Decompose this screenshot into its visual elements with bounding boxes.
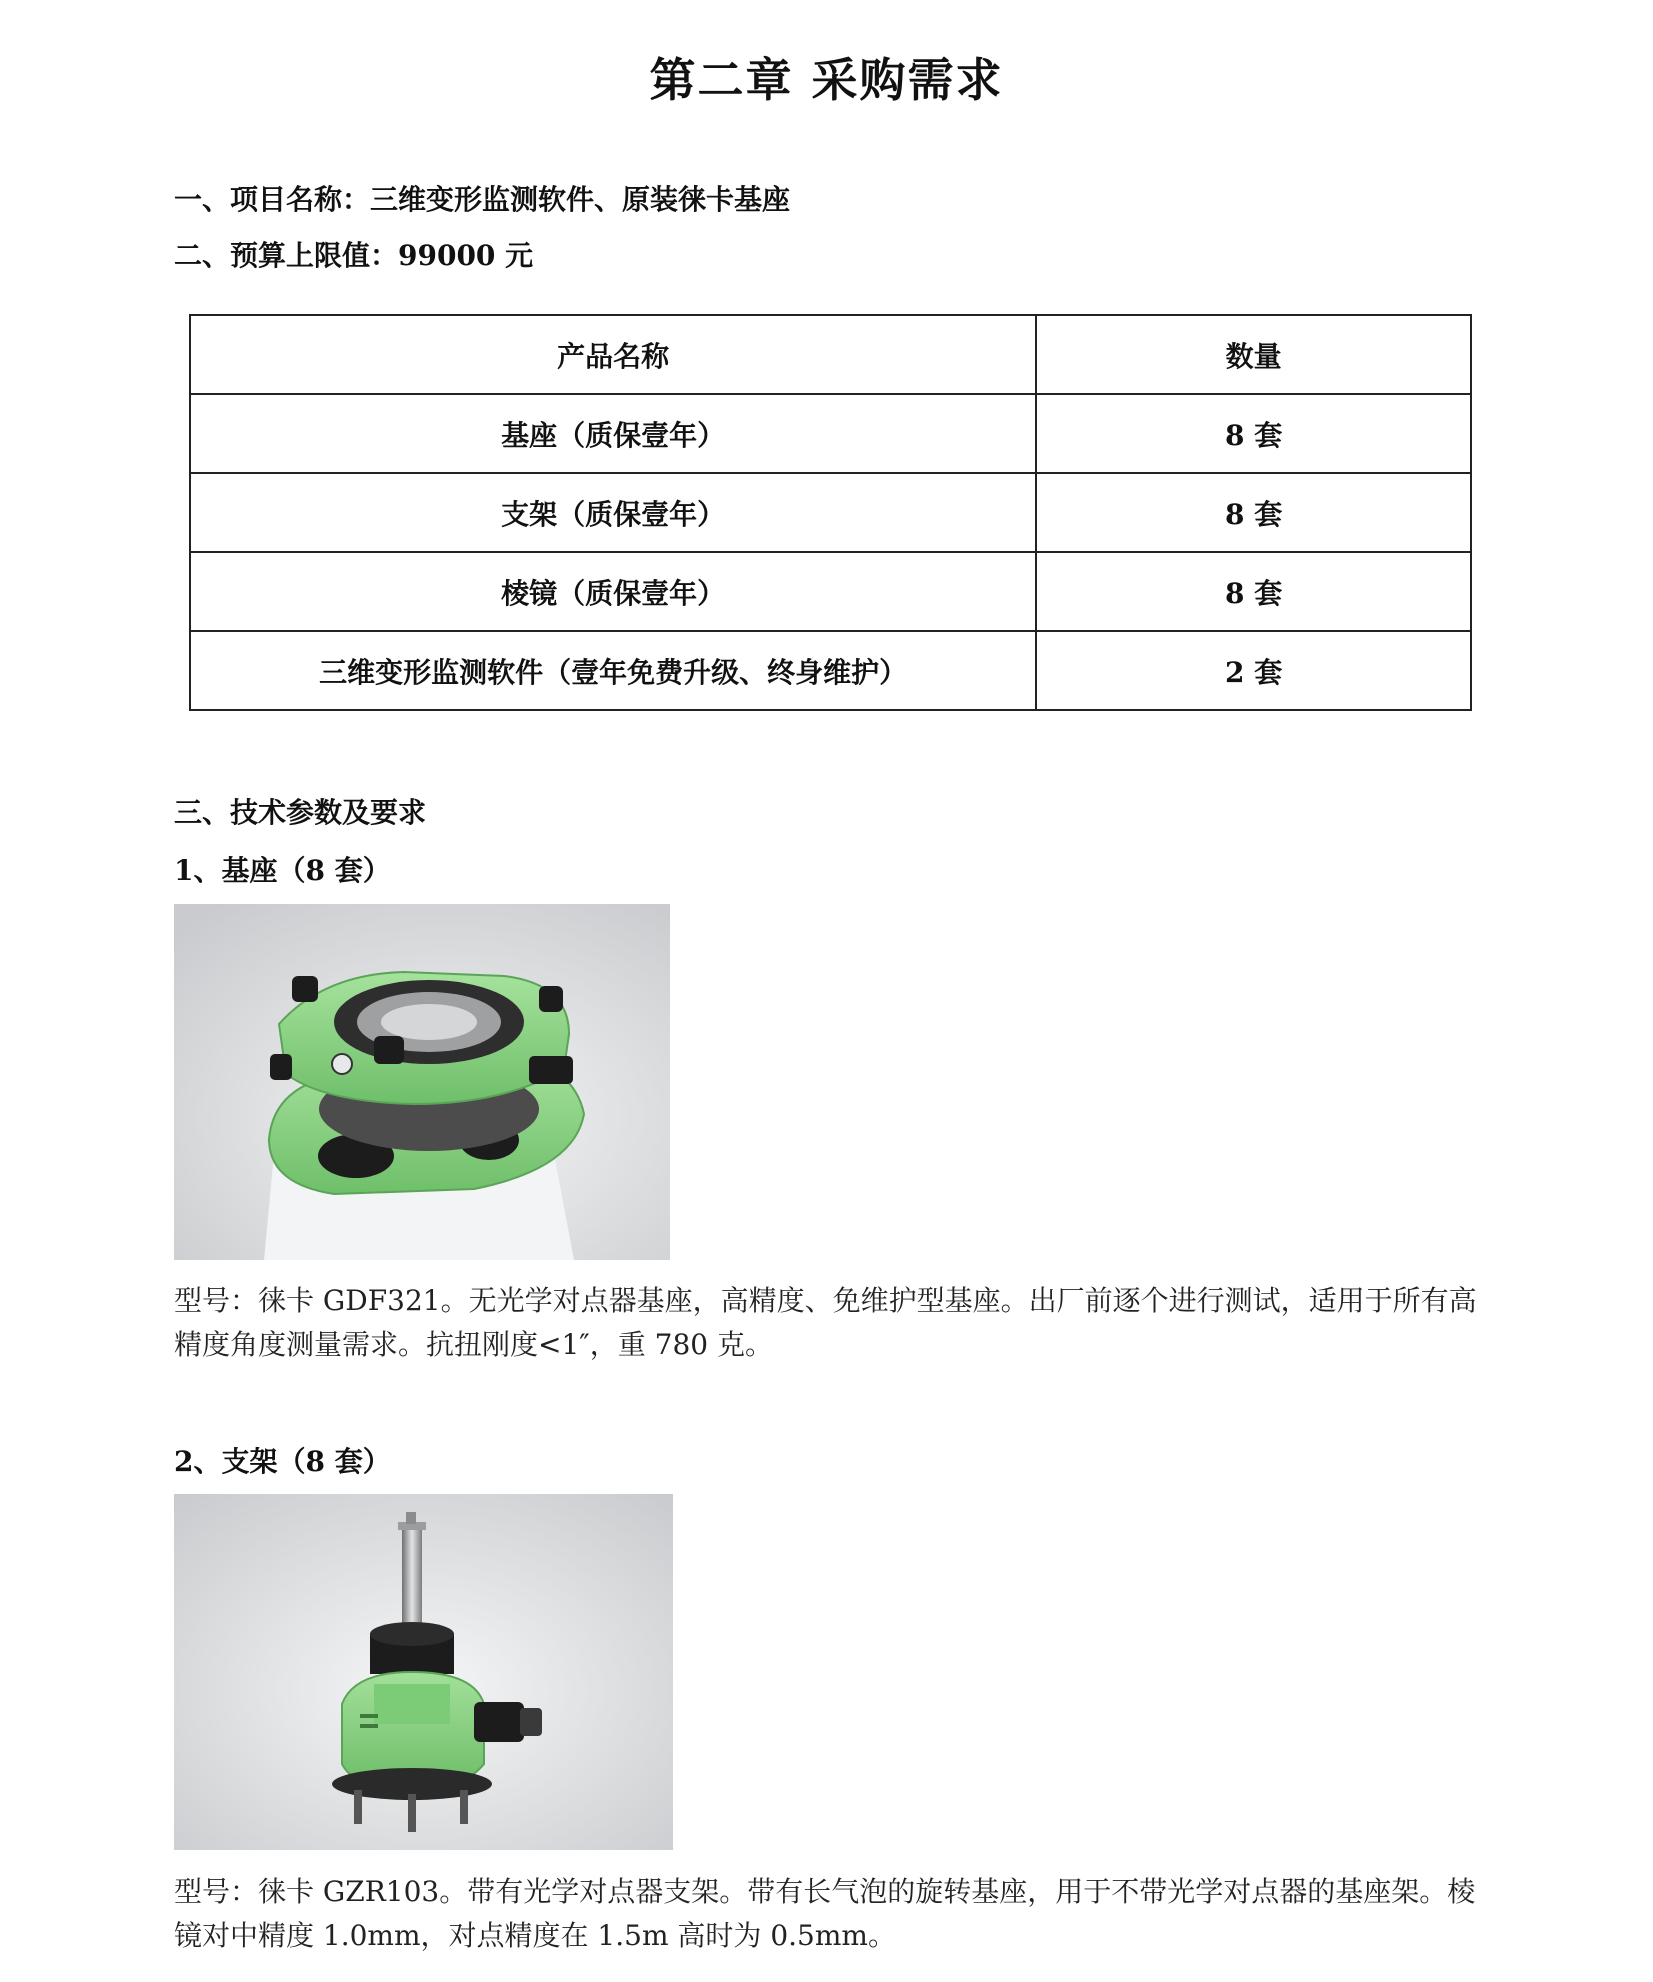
- row-quantity: 2 套: [1036, 631, 1471, 710]
- row-quantity: 8 套: [1036, 394, 1471, 473]
- carrier-description: 型号：徕卡 GZR103。带有光学对点器支架。带有长气泡的旋转基座，用于不带光学对点器的基座架。棱镜对中精度 1.0mm，对点精度在 1.5m 高时为 0.5mm。: [174, 1875, 1476, 1952]
- table-row: [190, 473, 1471, 552]
- carrier-photo: [174, 1494, 673, 1850]
- row-product-name: 三维变形监测软件（壹年免费升级、终身维护）: [190, 631, 1036, 710]
- row-product-name: 支架（质保壹年）: [190, 473, 1036, 552]
- tribrach-heading: 1、基座（8 套）: [174, 854, 391, 887]
- budget-line: 二、预算上限值：99000 元: [174, 239, 534, 272]
- row-quantity: 8 套: [1036, 473, 1471, 552]
- page-title: 第二章 采购需求: [649, 53, 1004, 107]
- header-quantity: 数量: [1036, 315, 1471, 394]
- tribrach-photo: [174, 904, 670, 1260]
- row-product-name: 棱镜（质保壹年）: [190, 552, 1036, 631]
- table-row: [190, 631, 1471, 710]
- header-product-name: 产品名称: [190, 315, 1036, 394]
- requirements-table: [189, 314, 1472, 711]
- carrier-heading: 2、支架（8 套）: [174, 1445, 391, 1478]
- row-product-name: 基座（质保壹年）: [190, 394, 1036, 473]
- tribrach-description: 型号：徕卡 GDF321。无光学对点器基座，高精度、免维护型基座。出厂前逐个进行测试，适用于所有高精度角度测量需求。抗扭刚度<1″，重 780 克。: [174, 1284, 1477, 1361]
- table-header-row: [190, 315, 1471, 394]
- tech-section-heading: 三、技术参数及要求: [174, 796, 427, 829]
- project-name-line: 一、项目名称：三维变形监测软件、原装徕卡基座: [174, 183, 791, 216]
- table-row: [190, 552, 1471, 631]
- row-quantity: 8 套: [1036, 552, 1471, 631]
- table-row: [190, 394, 1471, 473]
